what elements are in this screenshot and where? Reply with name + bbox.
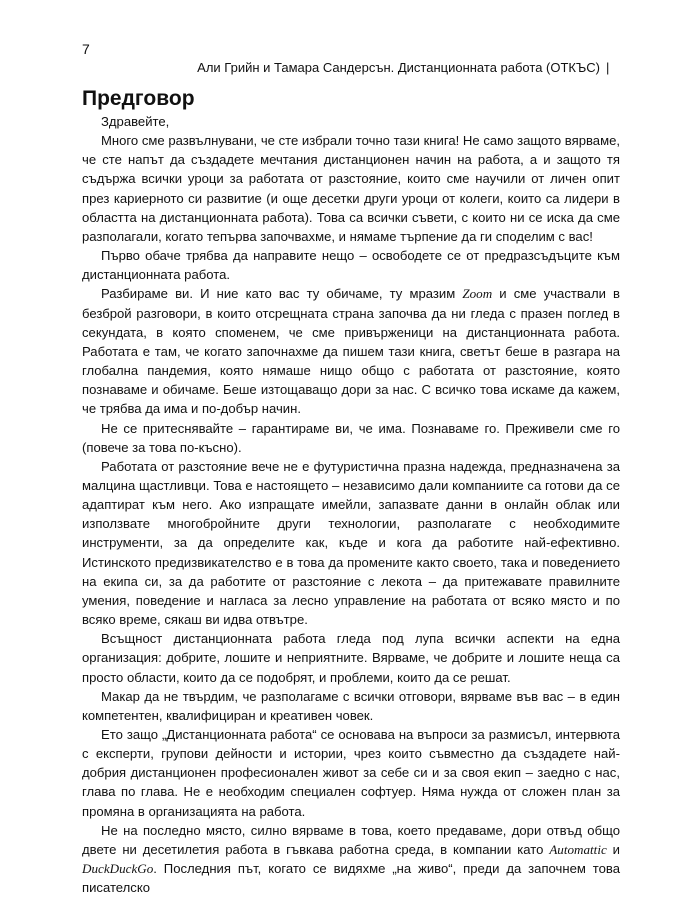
paragraph: Първо обаче трябва да направите нещо – освободете се от предразсъдъците към дистанционната работа.: [82, 248, 620, 283]
paragraph-text: Не на последно място, силно вярваме в това, което предаваме, дори отвъд общо двете ни десетилетия работа в гъвкава работна среда, в компании като: [82, 822, 620, 857]
body-text: [82, 112, 620, 897]
paragraph: Ето защо „Дистанционната работа“ се основава на въпроси за размисъл, интервюта с експерти, групови дейности и истории, чрез които съвместно да създадете най-добрия дистанционен професионален живот за себе си и за своя екип – заедно с нас, глава по глава. Не е необходим специален софтуер. Няма нужда от сложен план за промяна в организацията на работа.: [82, 727, 620, 819]
paragraph-text: . Последния път, когато се видяхме „на живо“, преди да започнем това писателско: [82, 861, 620, 896]
italic-term: Automattic: [549, 841, 607, 857]
paragraph: [82, 821, 620, 898]
paragraph: Работата от разстояние вече не е футуристична празна надежда, предназначена за малцина щастливци. Това е настоящето – независимо дали компаниите са готови да се адаптират към него. Ако изпращате имейли, запазвате данни в онлайн облак или използвате многобройните други технологии, разполагате с необходимите инструменти, за да определите как, къде и кога да работите най-ефективно. Истинското предизвикателство е в това да промените както своето, така и поведението на екипа си, за да работите от разстояние с лекота – да притежавате правилните умения, поведение и нагласа за лесно управление на работата от всяко място и по всяко време, сякаш ви идва отвътре.: [82, 458, 620, 628]
running-header-separator: |: [606, 60, 610, 75]
running-header: Али Грийн и Тамара Сандерсън. Дистанционната работа (ОТКЪС): [197, 60, 600, 75]
paragraph: Всъщност дистанционната работа гледа под лупа всички аспекти на една организация: добрите, лошите и неприятните. Вярваме, че добрите и лошите неща са просто области, които да се подобрят, и проблеми, които да се решат.: [82, 631, 620, 685]
paragraph-greeting: Здравейте,: [101, 114, 170, 129]
paragraph: [82, 284, 620, 418]
italic-term: Zoom: [462, 286, 493, 302]
paragraph: Много сме развълнувани, че сте избрали точно тази книга! Не само защото вярваме, че сте напът да създадете мечтания дистанционен начин на работа, а и защото тя съдържа всички уроци за работата от разстояние, които сме научили от личен опит през кариерното си развитие (и още десетки други уроци от колеги, които са лидери в областта на дистанционната работа). Това са всички съвети, с които ни се иска да сме разполагали, когато тепърва започвахме, и нямаме търпение да ги споделим с вас!: [82, 133, 620, 244]
paragraph-text: и: [606, 841, 620, 857]
italic-term: DuckDuckGo: [82, 861, 154, 877]
paragraph: Не се притеснявайте – гарантираме ви, че има. Познаваме го. Преживели сме го (повече за това по-късно).: [82, 420, 620, 455]
paragraph: Макар да не твърдим, че разполагаме с всички отговори, вярваме във вас – в един компетентен, квалифициран и креативен човек.: [82, 688, 620, 723]
chapter-title: Предговор: [82, 87, 195, 110]
paragraph-text: Разбираме ви. И ние като вас ту обичаме, ту мразим: [101, 286, 463, 302]
paragraph-text: и сме участвали в безброй разговори, в които отсрещната страна започва да ни гледа с празен поглед в секундата, в която споменем, че сме привърженици на дистанционната работа. Работата е там, че когато започнахме да пишем тази книга, светът беше в разгара на глобална пандемия, която нямаше нищо общо с работата от разстояние, която познаваме и обичаме. Беше изтощаващо дори за нас. С всичко това искаме да кажем, че трябва да има и по-добър начин.: [82, 286, 620, 417]
page-number: 7: [82, 41, 90, 57]
